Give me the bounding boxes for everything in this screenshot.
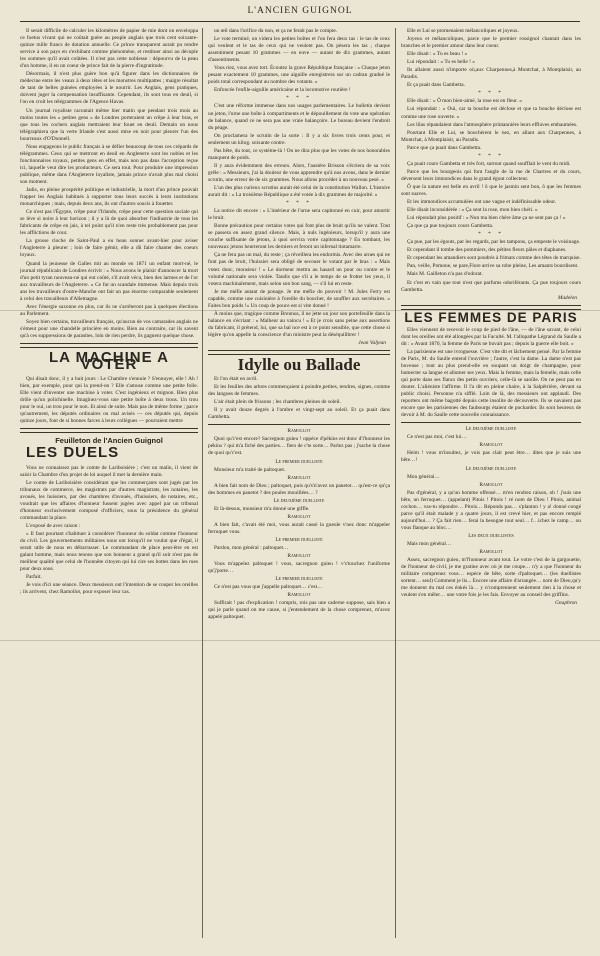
paragraph: Pourtant Elle et Lui, se bouchèrent le nez, en allant aux Charpennes, à Montchat, à Montplaisir, au Paradis.: [401, 129, 581, 143]
headline-machine-a-voter: LA MACHINE A VOTER: [48, 349, 170, 374]
section-rule: [401, 422, 581, 423]
section-stars: * * *: [478, 152, 504, 159]
paragraph: Ils allaient aussi n'importe où,aux Charpennes,à Montchat, à Montplaisir, au Paradis.: [401, 67, 581, 81]
section-stars: * * *: [478, 90, 504, 97]
speaker-label: Ramollot: [287, 513, 311, 520]
dialogue-line: Vous m'appelez paltoquet ! vous, sacregnon guieu ! v's'touchez l'uniforme qu'j'porte…: [208, 561, 390, 575]
column-divider: [202, 28, 203, 938]
paragraph: L'exposé de avec raison :: [26, 522, 81, 529]
paragraph: La notice dit encore : « L'intérieur de l'urne sera capitonné en cuir, pour amortir le bruit.: [208, 208, 390, 222]
section-stars: * * *: [286, 200, 312, 207]
dialogue-line: Ce n'est pas moi, c'est lui…: [407, 434, 467, 441]
paragraph: L'air était plein de frissons ; les chambres pleines de soleil.: [214, 399, 341, 406]
paragraph: Et ça puait dans Gambetta.: [407, 82, 465, 89]
paragraph: Enfoncée l'enfile-aiguille américaine et la locomotive routière !: [214, 87, 351, 94]
paragraph: À moins que, tragique comme Brennus, il ne jette un jour son portefeuille dans la balance en s'écriant : « Malheur au vaincu ! » Et je crois sans peine aux assertions du fabricant, il prétend, lui, que sa bal nce est à ce point sensible, que cette chose si légère qu'on appelle la conscience d'un ministre peut la déséquilibrer !: [208, 310, 390, 338]
paragraph: Avec l'énergie saxonne en plus, car ils ne s'arrêteront pas à quelques élections au Parlement.: [20, 303, 198, 317]
speaker-label: Le deuxième duelliste: [465, 465, 517, 472]
dialogue-line: Quoi qu'c'est encore? Sacregnon guieu ! oppéce d'pékins est donc d'l'honneur les pékins ? qui m'a fiché des parties… fiers de c'te sorte… Parlez pas ; j'sache la chose de quoi qu'c'est.: [208, 436, 390, 457]
paragraph: Il serait difficile de calculer les kilomètres de papier de mie dont on enveloppa ce foetus vivant qui ne coûtait guère au peuple anglais que trois cent soixante-quinze mille francs de dotation annuelle. Ce prince transparent aurait pu rendre service à son pays en s'exhibant comme phénomène, et restituer ainsi au décuple les sommes qu'il avait coûtées. Il n'est pas cette noblesse : dépourvu de la peau d'un homme, il en un coeur de prince fait de la pierre d'ingratitude.: [20, 28, 198, 70]
paragraph: Et c'est en vain que tout n'est que parfums odoriférants. Ça pue toujours cours Gambetta.: [401, 279, 581, 293]
paragraph: Ça ne fera pas un mal, du reste ; ça réveillera les endormis. Avec des urnes qui ne font pas de bruit, l'huissier sera obligé de secouer le votant par le bras : « Mais votez donc, monsieur ! » Le dormeur mettra au hasard un pour ou contre et le volumé nationale sera violée. Tandis que s'il a le temps de se frotter les yeux, il votera machinalement, mais selon son bon sang, — s'il lui en reste.: [208, 252, 390, 287]
paragraph: La parisienne est une ivrognesse. C'est vite dit et lâchement pensé. Par la femme de Paris, M. du Saulle entend l'ouvrière ; l'autre, c'est la dame. La dame n'est pas buveuse ; tout au plus prend-elle en soupant un doigt de champagne, pour humecter sa langue et allumer ses yeux. Mais la femme, mais la femelle, mais celle qui porte dans ses flancs des petits ouvriers, celle-là se saoûle. On ne peut pas en douter. L'aliéniste l'affirme. Il l'a dit en pleine chaire, à la Salpêtrière, devant sa public choisi. Personne n'a sifflé. Loin de là, des messieurs ont applaudi. Des reporters ont même bagotté depuis cette insolite de découverte. Ils se navaient pas encore que les parisiennes des faubourgs étaient de pocharder. Ils sont heureux de devoir à M. du Saulle cette nouvelle connaissance.: [401, 348, 581, 419]
paragraph: Ça que ça pue toujours cours Gambetta.: [407, 223, 494, 230]
section-rule: [20, 343, 198, 348]
paragraph: Joyeux et mélancoliques, parce que le premier rossignol chantait dans les branches et le premier amour dans leur coeur.: [401, 36, 581, 50]
paragraph: Pas bête, du tout, ce système-là ! On ne dira plus que les votes de nos honorables manquent de poids.: [208, 147, 390, 161]
dialogue-line: Et là-dessus, monsieur m'a donné une giffle.: [214, 505, 310, 512]
dialogue-line: Suffirait ! pas d'explication ! compris, rois pas une caderne suppose, sais bien a qui je parle quand on me cause, si j'entendement de la chose comprenez, m'avez appelé paltoquet.: [208, 600, 390, 621]
paragraph: Il y avait douze degrés à l'ombre et vingt-sept au soleil. Et ça puait dans Gambetta.: [208, 407, 390, 421]
paragraph: Lui répondait : « Tu es belle ! »: [407, 59, 475, 66]
speaker-label: Le deuxième duelliste: [273, 497, 325, 504]
dialogue-line: Heim ! vous m'insultez, je vois pas clair peut être… dites que je suis une bête…!: [401, 450, 581, 464]
paragraph: Lui répondait plus positif : « Non ma bien chère âme ça ne sent pas ça ! »: [407, 215, 566, 222]
signature: Madelon: [557, 294, 577, 301]
dialogue-line: Assez, sacregnon guieu, m'l'honneur avant tout. Le votre c'est de la gargouette, de l'honneur de civil, je me gratine avec où je me coupe… n'y a que l'honneur du militaire comprenez vous… espèce de bête, sorte d'paltoquet… (les duellistes sortent… seul) Comment je lis... Encore une affaire d'arrangée… nom de Dieu,qu'y me donnent du mal ces énkés là… y n'comprennent seulement rien à la chose et veulent s'en mêler… une votre fois je les fais. Envoyer au conseil des griffins.: [401, 557, 581, 599]
dialogue-line: Monsieur m'a traité de paltoquet.: [214, 466, 286, 473]
paragraph: Parce que les bourgeois qui font l'angle de la rue de Chartres et du cours, déversent leurs immondices dans le grand égout collecteur.: [401, 168, 581, 182]
dialogue-line: Pas d'général, y a qu'un homme offensé… m'en rendrez raison, oh ! j'suis une bête, un ferruquet… (appelant) Pitois ! Pitois ! ré nom de Dieu ! Pitois, animal cochon… vas-tu répondre… Pitois… Réponds pas… s'planton ! y a! donné congé parce qu'il était malade y a quatre jours, il est crevé hier, et pas encore remplé aujourd'hui… ? Ça fait rien… ferai la besogne tout seul… f…ichez le camp… ou vous flanque au bloc…: [401, 489, 581, 531]
paragraph: Le comte de Lariboisière considérant que les commerçants sont jugés par les tribunaux de commerce, les magistrats par d'autres magistrats, les notaires, les avoués, les huissiers, par des chambres d'avoués, d'huissiers, de notaires, etc., voudrait que les affaires d'honneur fussent jugées avec appel par un tribunal d'honneur exclusivement composé d'officiers, sous la présidence du général commandant la place.: [20, 479, 198, 521]
dialogue-line: Mon général…: [407, 473, 440, 480]
paragraph: Vous riez, vous avez tort. Écoutez la grave République française : « Chaque jeton pesant exactement 10 grammes, une aiguille enregistrera sur un cadran gradué le poids total correspondant au nombre des votants. »: [208, 65, 390, 86]
paragraph: Désormais, il n'est plus guère bon qu'à figurer dans les dictionnaires de médecine entre les veaux à deux têtes et les monstres multipattes ; maigre résultat de tant de belles guinées employées à le nourrir. Les Anglais, gens pratiques, doivent juger la compensation insuffisante. Cependant, ils sont tous en deuil, si l'on en croit les télégrammes de l'Agence Havas.: [20, 71, 198, 106]
paragraph: Ça puait cours Gambetta et très fort, surtout quand soufflait le vent du midi.: [407, 160, 571, 167]
paragraph: Qui disait donc, il y a huit jours : Le Chambre s'ennuie ? S'ennuyer, elle ! Ah ! bien, par exemple, pour qui la prend-on ? Elle s'amuse comme une petite folle. Elle vient d'inventer une machine à voter. C'est ingénieux et mignon. Bien plus drôle qu'un polichinelle. Imaginez-vous une petite boîte à deux trous. Un trou pour le oui, un trou pour le non. Et ainsi de suite. Mais pas de même forme ; parce qu'autrement, les députés ordinaires ou mal avisés — ces députés qui, depuis quinze jours, font de si bonnes farces à leurs collègues — pourraient mettre: [20, 376, 198, 425]
paragraph: Et les feuilles des arbres commençaient à poindre,petites, tendres, signes, comme des langues de femmes.: [208, 384, 390, 398]
paragraph: On proclamera le scrutin de la sorte : Il y a six livres trois cents pour, et seulement un kilog. soixante contre.: [208, 132, 390, 146]
dialogue-line: Mais mon général…: [407, 541, 452, 547]
paragraph: Lui répondait : « Oui, car ta bouche est déclose et que ta bouche déclose est comme une rose ouverte. »: [401, 106, 581, 120]
column-1: [20, 28, 198, 938]
speaker-label: Ramollot: [287, 474, 311, 481]
paragraph: Parce que ça puait dans Gambetta.: [407, 144, 482, 151]
dialogue-line: A bien fait, c'avait été moi, vous aurait cassé la gueule v'nez donc m'appeler ferruquet vous.: [208, 521, 390, 535]
speaker-label: Le premier duelliste: [275, 458, 323, 465]
speaker-label: Le premier duelliste: [275, 576, 323, 583]
paragraph: L'un des plus curieux scrutins aurait été celui de la constitution Wallon. L'histoire aurait dit : « La troisième République a été votée à dix grammes de majorité. »: [208, 184, 390, 199]
paragraph: Je me méfie autant de ponage. Je me méfie du pouvoir ! M. Jules Ferry est capable, comme une cuisinière à l'oreille du boucher, de souffler aux secrétaires. « Faites bon poids !» Un coup de pouce est si vite donné !: [208, 288, 390, 309]
paragraph: Je vois d'ici une séance. Deux messieurs ont l'intention de se couper les oreilles ; ils arrivent, chez Ramollot, pour exposer leur cas.: [20, 582, 198, 596]
signature: Jean Valjean: [358, 339, 386, 346]
speaker-label: Les deux duellistes: [468, 532, 514, 539]
speaker-label: Ramollot: [479, 442, 503, 449]
column-divider: [395, 28, 396, 938]
paragraph: Bonne précaution pour certains votes qui font plus de bruit qu'ils ne valent. Tout se passera en assez grand silence. Mais, à nuls ingénieurs, lorsqu'il y aura une couche suffisante de jetons, à quoi servira votre capitonnage ? En tombant, les nouveaux jetons heurteront les derniers et feront un infernal tintamarre.: [208, 223, 390, 251]
headline-les-duels: LES DUELS: [26, 444, 120, 462]
paragraph: Ça pue, par les égouts, par les regards, par les tampons, ça empeste le voisinage.: [407, 239, 581, 246]
paragraph: Un journal royaliste racontait même hier matin que pendant trois mois au moins toutes les « petites gens » de Londres porteraient un crêpe à leur bras, et que tous les cochers anglais mettraient leur fouet en deuil. Demain on nous télégraphiera que la verte Irlande s'est aussi mise en noir pour pleurer l'un des bourreaux d'O'Donnell.: [20, 107, 198, 142]
speaker-label: Ramollot: [287, 592, 311, 599]
paragraph: Pan, veille, Pomone, se pare,Flore arrive sa robe pleine, Les amants bourdisent.: [407, 263, 579, 270]
paragraph: Elle disait : « Tu es beau ! »: [407, 51, 468, 58]
paragraph: Ce n'est pas l'Égypte, crêpe pour l'Irlande, crêpe pour cette question sociale qui se lève si noire à leur horizon ; il y a là de quoi absorber l'indiustrie de tous les fabricants de crêpe en jais, à tel point qu'il n'en reste très probablement pas pour les afflictions de cour.: [20, 209, 198, 237]
section-rule: [401, 305, 581, 310]
paragraph: Ô que la nature est belle en avril ! ô que le jasmin sent bon, ô que les femmes sont suaves.: [401, 183, 581, 197]
column-2: [208, 28, 390, 938]
paragraph: Les lilas répandaient dans l'atmosphère printannière leurs effluves embaumées.: [407, 121, 578, 128]
paragraph: Elle et Lui se promenaient mélancoliques et joyeux.: [407, 28, 519, 34]
paragraph: La grosse cloche de Saint-Paul a eu beau sonner avant-hier pour aviser l'Angleterre à pleurer ; loin de faire gémir, elle a dû faire chanter des coeurs loyaux.: [20, 238, 198, 259]
signature: Gnaphron: [555, 600, 577, 607]
headline-idylle-ou-ballade: Idylle ou Ballade: [237, 355, 361, 375]
feuilleton-heading: Feuilleton de l'Ancien Guignol: [55, 436, 163, 446]
paragraph: Parfait.: [26, 574, 42, 581]
speaker-label: Ramollot: [479, 481, 503, 488]
speaker-label: Ramollot: [287, 553, 311, 560]
paragraph: un œil dans l'orifice du non, et ça ne ferait pas le compte.: [214, 28, 338, 34]
column-3: [401, 28, 581, 938]
paragraph: Le vote terminé, on videra les petites boîtes et l'on fera deux tas : le tas de ceux qui veulent et le tas de ceux qui ne veulent pas. On pèsera les tas ; chaque assentiment pesant 10 grammes — en euve — autant de dix grammes, autant d'assentiments.: [208, 36, 390, 64]
paragraph: Il y aura évidemment des erreurs. Alors, l'austère Brisson s'écriera de sa voix grêle : « Messieurs, j'ai la douleur de vous apprendre qu'à nos avons, dans le dernier scrutin, une erreur de de six grammes. Nous allons procéder à un nouveau pesé. »: [208, 162, 390, 183]
paragraph: C'est une réforme immense dans nos usages parlementaires. Le bulletin devient un jeton, l'urne une boîte à compartiments et le dépouillement du vote une opération de balance, quand ce ne sera pas une vraie balançoire. Le bureau devient l'endroit du péage.: [208, 103, 390, 131]
speaker-label: Ramollot: [287, 428, 311, 435]
paragraph: Quand la jeunesse de Galles mit au monde en 1871 un enfant mort-né, le journal républicain de Londres écrivit : « Nous avons le plaisir d'annoncer la mort d'un petit tyran nouveau-né qui eut coûté, s'il avait vécu, bien des larmes et de l'or aux travailleurs de l'Angleterre. » Ce fut un scandale immense. Mais depuis trois ans les travailleurs d'outre-Manche ont fait un pas énorme comparable seulement à celui des travailleurs d'Allemagne.: [20, 260, 198, 302]
paragraph: Vous ne connaissez pas le comte de Lariboisière ; c'est un malin, il vient de saisir la Chambre d'un projet de loi auquel il met la dernière main.: [20, 464, 198, 478]
speaker-label: Ramollot: [479, 549, 503, 556]
paragraph: Jadis, en pleine prospérité politique et industrielle, la mort d'un prince pouvait frapper les Anglais habitués à supporter tous leurs succès à leurs institutions monarchiques ; mais, depuis deux ans, ils ont d'autres soucis à fouetter.: [20, 187, 198, 208]
headline-les-femmes-de-paris: LES FEMMES DE PARIS: [404, 309, 578, 325]
paragraph: Nous engageons le public français à se défier beaucoup de tous ces crépards de télégrammes. Ceux qui se mettront en deuil en Angleterre sont les nobles et les fonctionnaires royaux, petites gens en effet, mais non pas dans l'acception reçue ici, laquelle veut dire les producteurs. Ce sera tout. Pour produire une impression publique, même dans l'Angleterre loyaliste, jamais prince n'avait plus mal choisi son moment.: [20, 143, 198, 185]
paragraph: Et les immondices accumulées ont une vague et indéfinissable odeur.: [407, 199, 557, 206]
running-title: L'ANCIEN GUIGNOL: [247, 6, 353, 16]
paragraph: Elle disait inconsidérée : « Ça sent la rose, mon bien chéri. »: [407, 207, 538, 214]
dialogue-line: Pardon, mon général : paltoquet…: [214, 545, 289, 552]
section-rule: [208, 424, 390, 425]
dialogue-line: Ce n'est pas vous que j'appelle paltoquet… c'est…: [214, 584, 323, 591]
section-rule: [20, 428, 198, 433]
section-stars: * * *: [478, 231, 504, 238]
speaker-label: Le deuxième duelliste: [465, 426, 517, 433]
paragraph: Elle disait : « Ô mon bien-aimé, la rose est en fleur. »: [407, 98, 522, 105]
paragraph: Mais M. Gailleton n'a pas d'odorat.: [407, 271, 483, 278]
speaker-label: Le premier duelliste: [275, 537, 323, 543]
paragraph: Et cependant il tombe des pommiers, des pétites fleurs pâles et diaphanes.: [407, 247, 567, 254]
paragraph: Soyez bien certains, travailleurs français, qu'aucun de vos camarades anglais ne s'émeut pour une chandelle princière en moins. Bien au contraire, car ils savent qu'à ces suppressions de parasites, loin de rien perdre, ils gagnent quelque chose.: [20, 318, 198, 339]
paragraph: Et cependant les amandiers sont poudrés à frimats comme des têtes de marquise.: [407, 255, 581, 262]
header-rule: [20, 21, 580, 22]
paragraph: Et l'on était en avril.: [214, 376, 258, 383]
paragraph: Elles viennent de recevoir le coup de pied de l'âne, — de l'âne savant, de celui dont les oreilles ont été allongées par la Faculté. M. l'allopathe Légrand du Saulle a dit : « Avant 1870, la femme de Paris ne buvait pas ; depuis la guerre elle boit. »: [401, 326, 581, 347]
paragraph: « Il faut pourtant s'habituer à considérer l'honneur du soldat comme l'honneur du civil. Les gouvernements militaires nous ont lorsqu'il ne voulut que d'égal, il serait utile de nous en débarrasser. Le commandant de place peut-être en est galant homme, mais nous tenons que son honneur a grand qu'il soit n'est pas de meilleur qualité que celui de l'honnête citoyen qui lui cire ses bottes dans les rues pour deux sous.: [20, 530, 198, 573]
section-stars: * * *: [286, 95, 312, 102]
dialogue-line: A bien fait nom de Dieu ; paltoquet, puis qu's'n'avez un panetot… qu'est-ce qu'ça des hommes en panetot ? des poules mouillées… ?: [208, 482, 390, 496]
